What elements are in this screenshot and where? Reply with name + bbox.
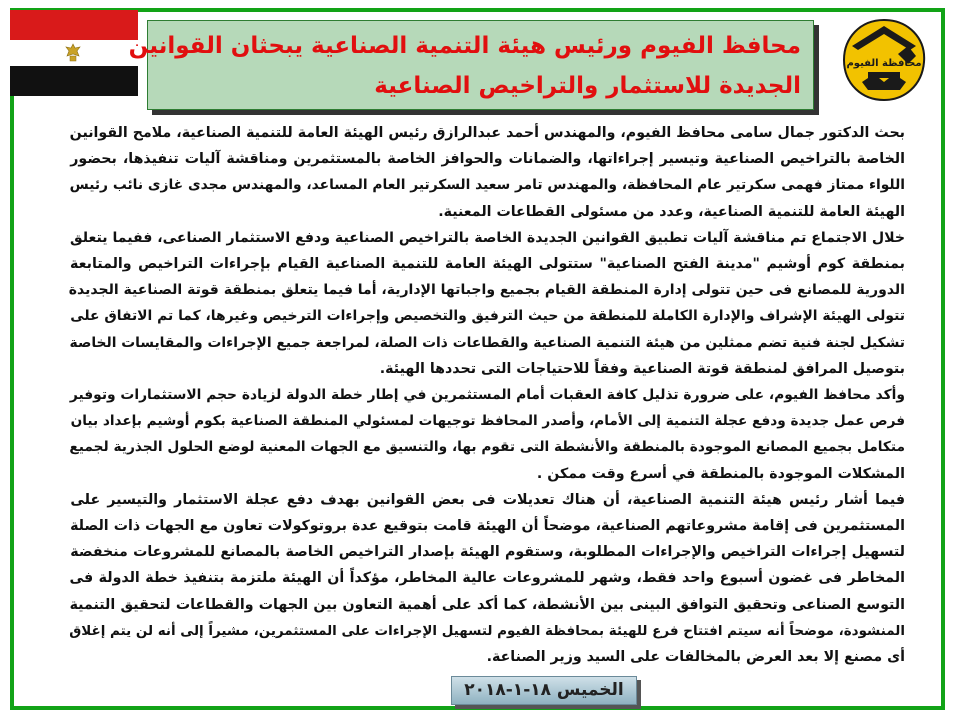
article-line: أى مصنع إلا بعد العرض بالمخالفات على السيد وزير الصناعة. [486,649,905,665]
flag-white-stripe [10,40,138,66]
article-line: وأكد محافظ الفيوم، على ضرورة تذليل كافة العقبات أمام المستثمرين في إطار خطة الدولة لزيادة حجم الاستثمارات وتوفير [69,387,905,403]
date-badge [451,676,637,705]
article-line: الخاصة بالتراخيص الصناعية وتيسير إجراءاتها، والضمانات والحوافز الخاصة بالمستثمرين ومناقشة آليات تنفيذها، بحضور [70,151,905,168]
article-line: متكامل بجميع المصانع الموجودة بالمنطقة والأنشطة التى تقوم بها، والتنسيق مع الجهات المعنية لوضع الحلول الجذرية لجميع [69,439,905,456]
article-line: الدورية للمصانع فى حين تتولى إدارة المنطقة القيام بجميع واجباتها الإدارية، أما فيما يتعلق بمنطقة قوتة الصناعية الجديدة [68,282,905,299]
eagle-icon [62,42,84,64]
article-line: تشكيل لجنة فنية تضم ممثلين من هيئة التنمية الصناعية والقطاعات ذات الصلة، لمراجعة جميع الإجراءات والمقايسات الخاصة [69,334,905,351]
article-line: التوسع الصناعى وتحقيق التوافق البينى بين الأنشطة، كما أكد على أهمية التعاون بين الجهات والقطاعات لتحقيق التنمية [69,596,905,613]
article-line: بمنطقة كوم أوشيم "مدينة الفتح الصناعية" ستتولى الهيئة العامة للتنمية الصناعية القيام بإجراءات التراخيص والمتابعة [70,256,905,272]
logo-text: محافظة الفيوم [846,58,922,69]
article-line: المستثمرين فى إقامة مشروعاتهم الصناعية، موضحاً أن الهيئة قامت بتوقيع عدة بروتوكولات تعاون مع الجهات ذات الصلة [70,518,905,534]
headline-line-1: محافظ الفيوم ورئيس هيئة التنمية الصناعية يبحثان القوانين [128,33,801,59]
flag-black-stripe [10,66,138,96]
headline-box [128,20,814,110]
article-line: بتوصيل المرافق لمنطقة قوتة الصناعية وفقاً للاحتياجات التى تحددها الهيئة. [379,360,905,377]
article-line: المخاطر فى غضون أسبوع واحد فقط، وشهر للمشروعات عالية المخاطر، مؤكداً أن الهيئة ملتزمة بتنفيذ خطة الدولة فى [69,570,905,587]
flag-red-stripe [10,10,138,40]
article-line: تتولى الهيئة الإشراف والإدارة الكاملة للمنطقة من حيث الترفيق والتخصيص وإجراءات الترخيص وغيرها، كما تم الاتفاق على [70,308,905,325]
article-line: لتسهيل إجراءات التراخيص والإجراءات المطلوبة، وستقوم الهيئة بإصدار التراخيص الخاصة بالمصانع للمشروعات منخفضة [70,544,905,561]
article-line: خلال الاجتماع تم مناقشة آليات تطبيق القوانين الجديدة الخاصة بالتراخيص الصناعية ودفع الاستثمار الصناعى، ففيما يتعلق [70,229,905,246]
date-text: الخميس ١٨-١-٢٠١٨ [464,680,624,700]
fayoum-governorate-logo [838,16,930,104]
article-line: فرص عمل جديدة ودفع عجلة التنمية إلى الأمام، وأصدر المحافظ توجيهات لمسئولي المنطقة الصناعية بكوم أوشيم بإعداد بيان [70,413,905,430]
headline-line-2: الجديدة للاستثمار والتراخيص الصناعية [374,73,801,99]
egypt-flag [10,10,138,96]
article-line: المنشودة، موضحاً أنه سيتم افتتاح فرع للهيئة بمحافظة الفيوم لتسهيل الإجراءات على المستثمرين، مشيراً إلى أنه لن يتم إغلاق [69,622,905,639]
article-line: المشكلات الموجودة بالمنطقة في أسرع وقت ممكن . [536,465,905,482]
article-line: فيما أشار رئيس هيئة التنمية الصناعية، أن هناك تعديلات فى بعض القوانين بهدف دفع عجلة الاستثمار والتيسير على [70,491,905,508]
article-line: الهيئة العامة للتنمية الصناعية، وعدد من مسئولى القطاعات المعنية. [438,203,905,220]
article-line: اللواء ممتاز فهمى سكرتير عام المحافظة، والمهندس تامر سعيد السكرتير العام المساعد، والمهندس مجدى غازى نائب رئيس [69,177,905,194]
article-line: بحث الدكتور جمال سامى محافظ الفيوم، والمهندس أحمد عبدالرازق رئيس الهيئة العامة للتنمية الصناعية، ملامح القوانين [69,125,905,141]
